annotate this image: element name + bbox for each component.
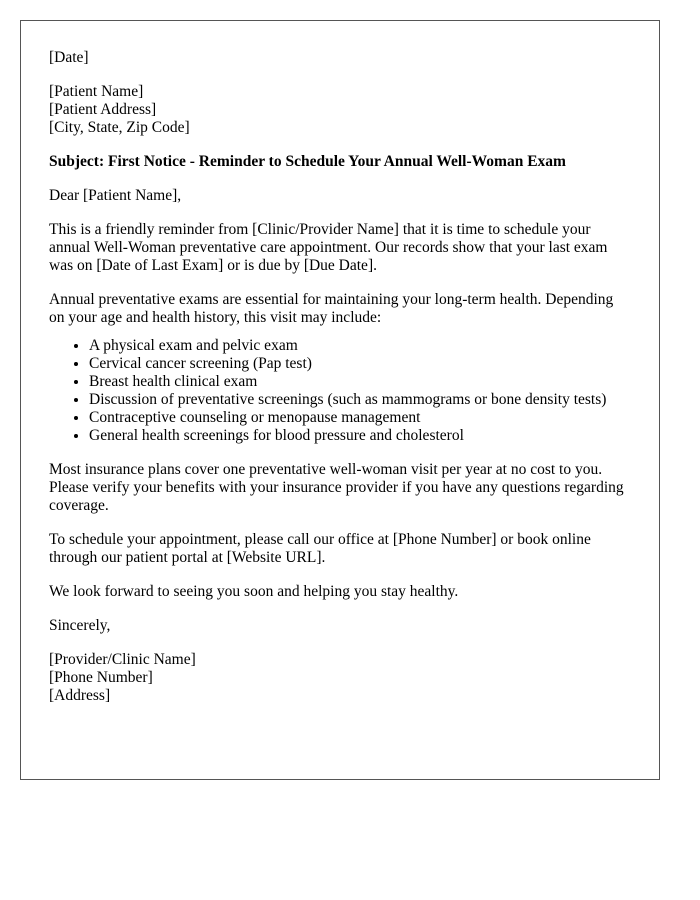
paragraph-importance: Annual preventative exams are essential for maintaining your long-term health. Depending on your age and health history, this visit may include: bbox=[49, 291, 614, 326]
letter-subject: Subject: First Notice - Reminder to Schedule Your Annual Well-Woman Exam bbox=[49, 153, 566, 170]
list-item: • Discussion of preventative screenings (such as mammograms or bone density tests) bbox=[89, 391, 631, 409]
exam-items-list bbox=[49, 337, 631, 445]
recipient-block bbox=[49, 83, 631, 137]
letter-page bbox=[20, 20, 660, 780]
paragraph-insurance: Most insurance plans cover one preventative well-woman visit per year at no cost to you. Please verify your benefits with your insurance provider if you have any questions regarding coverage. bbox=[49, 461, 624, 514]
salutation: Dear [Patient Name], bbox=[49, 187, 182, 204]
recipient-address: [Patient Address] bbox=[49, 101, 157, 118]
letter-date: [Date] bbox=[49, 49, 89, 66]
closing: Sincerely, bbox=[49, 617, 111, 634]
signature-name: [Provider/Clinic Name] bbox=[49, 651, 196, 668]
signature-address: [Address] bbox=[49, 687, 111, 704]
paragraph-scheduling: To schedule your appointment, please call our office at [Phone Number] or book online through our patient portal at [Website URL]. bbox=[49, 531, 591, 566]
paragraph-closing-remark: We look forward to seeing you soon and helping you stay healthy. bbox=[49, 583, 459, 600]
paragraph-reminder: This is a friendly reminder from [Clinic/Provider Name] that it is time to schedule your annual Well-Woman preventative care appointment. Our records show that your last exam was on [Date of Last Exam] or is due by [Due Date]. bbox=[49, 221, 608, 274]
list-item: • Cervical cancer screening (Pap test) bbox=[89, 355, 631, 373]
recipient-city-state-zip: [City, State, Zip Code] bbox=[49, 119, 190, 136]
recipient-name: [Patient Name] bbox=[49, 83, 144, 100]
list-item: • A physical exam and pelvic exam bbox=[89, 337, 631, 355]
signature-phone: [Phone Number] bbox=[49, 669, 153, 686]
signature-block bbox=[49, 651, 631, 705]
list-item: • Contraceptive counseling or menopause management bbox=[89, 409, 631, 427]
list-item: • General health screenings for blood pressure and cholesterol bbox=[89, 427, 631, 445]
list-item: • Breast health clinical exam bbox=[89, 373, 631, 391]
